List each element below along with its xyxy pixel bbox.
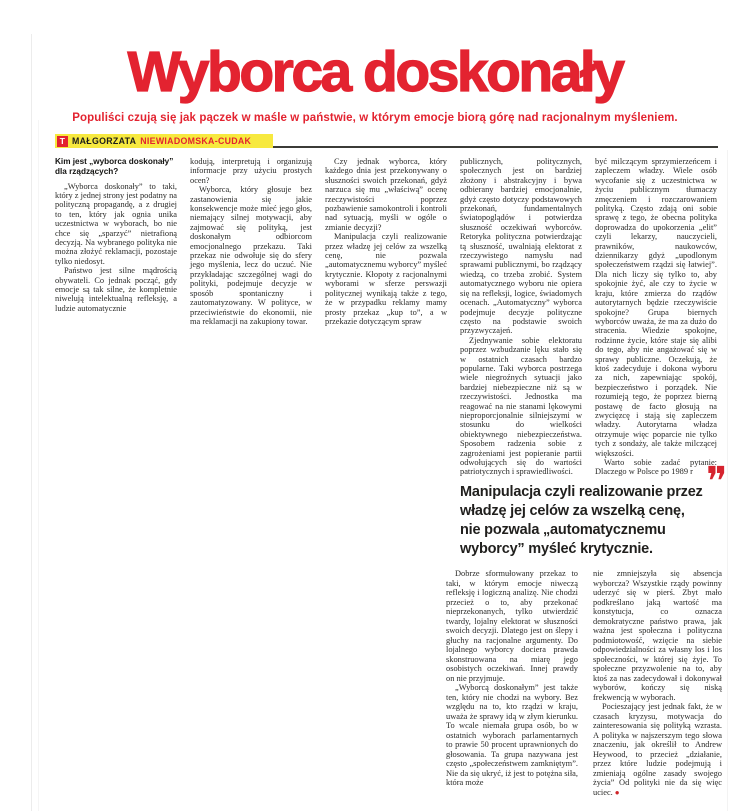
paragraph xyxy=(593,702,722,797)
paragraph: Zjednywanie sobie elektoratu poprzez wzbudzanie lęku stało się w ostatnich czasach bardzo popularne. Taki wyborca postrzega wiele niegroźnych sytuacji jako bardziej niebezpieczne niż są w rzeczywistości. Jednostka ma reagować na nie stanami lękowymi nieproporcjonalnie silniejszymi w stosunku do wielkości obiektywnego niebezpieczeństwa. Sposobem radzenia sobie z zagrożeniami jest popieranie partii odwołujących się do wartości patriotycznych i sprawiedliwości. xyxy=(460,335,582,477)
paragraph: Państwo jest silne mądrością obywateli. Co jednak począć, gdy emocje są tak silne, że kompletnie niwelują intelektualną refleksję, a ludzie automatycznie xyxy=(55,266,177,313)
column-2 xyxy=(190,157,312,477)
article-end-mark: ● xyxy=(614,787,620,797)
scan-left-page-edge xyxy=(31,34,32,811)
bottom-columns xyxy=(446,569,722,797)
paragraph: nie zmniejszyła się absencja wyborcza? Wszystkie rządy powinny uderzyć się w pierś. Zbyt mało podkreślano jaką wartość ma konstytucja, co oznacza demokratyczne państwo prawa, jak ważna jest społeczna i polityczna podmiotowość, wzięcie na siebie odpowiedzialności za własny los i los społeczności, w której się żyje. To społeczne przyzwolenie na to, aby ktoś za nas zadecydował i dokonywał wyborów, kończy się niską frekwencją w wyborach. xyxy=(593,569,722,702)
paragraph: kodują, interpretują i organizują informacje przy użyciu prostych ocen? xyxy=(190,157,312,185)
pull-quote-text: Manipulacja czyli realizowanie przez władzę jej celów za wszelką cenę, nie pozwala „automatycznemu wyborcy” myśleć krytycznie. xyxy=(460,484,703,557)
article-title: Wyborca doskonały xyxy=(127,40,623,104)
paragraph: Manipulacja czyli realizowanie przez władzę jej celów za wszelką cenę, nie pozwala „automatycznemu wyborcy” myśleć krytycznie. Kłopoty z racjonalnymi wyborami w sferze perswazji politycznej wynikają także z tego, że w przypadku reklamy mamy prosty przekaz „kup to”, a w przekazie dotyczącym spraw xyxy=(325,232,447,326)
paragraph: Dobrze sformułowany przekaz to taki, w którym emocje niweczą refleksję i logiczną analizę. Nie chodzi przecież o to, aby przekonać nieprzekonanych, tylko utwierdzić twardy, lojalny elektorat w słuszności swoich decyzji. Dlatego jest on ślepy i głuchy na racjonalne argumenty. Do lojalnego wyborcy dociera prawda skonstruowana na miarę jego osobistych oczekiwań. Innej prawdy on nie przyjmuje. xyxy=(446,569,578,683)
paragraph-text: Pocieszający jest jednak fakt, że w czasach kryzysu, motywacja do zainteresowania się polityką wzrasta. A polityka w najszerszym tego słowa znaczeniu, jak określił to Andrew Heywood, to przecież „działanie, przez które ludzie podejmują i zmieniają ogólne zasady swojego życia” Od polityki nie da się więc uciec. xyxy=(593,702,722,797)
paragraph: być milczącym sprzymierzeńcem i zapleczem władzy. Wiele osób wycofanie się z uczestnictwa w życiu publicznym tłumaczy zmęczeniem i rozczarowaniem polityką. Często zdają oni sobie sprawę z tego, że obecna polityka doprowadza do upokorzenia „elit” czyli lekarzy, nauczycieli, prawników, naukowców, dziennikarzy gdyż „upodlonym społeczeństwem rządzi się łatwiej”. Dla nich liczy się tylko to, aby spokojnie żyć, ale czy to życie w kraju, które zmierza do rządów autorytarnych będzie rzeczywiście spokojne? Grupa biernych wyborców uważa, że ma za dużo do stracenia. Wiedzie spokojne, rodzinne życie, które staje się alibi do tego, aby nie angażować się w sprawy publiczne. Oczekują, że ktoś zadecyduje i dokona wyboru za nich, zapewniając spokój, bezpieczeństwo i porządek. Nie rozumieją tego, że poprzez bierną postawę de facto głosują na zwycięzcę i stają się zapleczem władzy. Autorytarna władza otrzymuje więc poparcie nie tylko tych z sondaży, ale także milczącej większości. xyxy=(595,157,717,458)
top-columns xyxy=(55,157,718,477)
paragraph: publicznych, politycznych, społecznych jest on bardziej złożony i abstrakcyjny i bywa odbierany bardziej emocjonalnie, gdyż często dotyczy podstawowych przekonań, fundamentalnych światopoglądów i potwierdza słuszność oczekiwań wyborców. Retoryka polityczna potwierdzając tą słuszność, uwalniają elektorat z rzeczywistego namysłu nad sprawami publicznymi, bo rządzący wiedzą, co trzeba zrobić. System automatycznego wyboru nie opiera się na refleksji, logice, świadomych ocenach. „Automatyczny” wyborca podejmuje decyzje polityczne często na podstawie swoich przyzwyczajeń. xyxy=(460,157,582,336)
column-5 xyxy=(595,157,717,477)
byline xyxy=(55,134,273,148)
bottom-column-1 xyxy=(446,569,578,797)
paragraph: Warto sobie zadać pytanie: Dlaczego w Polsce po 1989 r xyxy=(595,458,717,477)
pull-quote xyxy=(460,483,708,559)
column-4 xyxy=(460,157,582,477)
bottom-column-2 xyxy=(593,569,722,797)
byline-first-name: MAŁGORZATA xyxy=(72,136,137,146)
paragraph: „Wyborcą doskonałym” jest także ten, który nie chodzi na wybory. Bez względu na to, kto rządzi w kraju, uważa że sprawy idą w złym kierunku. To wcale niemała grupa osób, bo w ostatnich wyborach parlamentarnych to prawie 50 procent uprawnionych do głosowania. Ta grupa nazywana jest często „społeczeństwem zamkniętym”. Nie da się ukryć, iż jest to potężna siła, która może xyxy=(446,683,578,787)
question-heading: Kim jest „wyborca doskonały” dla rządzących? xyxy=(55,157,174,176)
column-1 xyxy=(55,157,177,477)
byline-last-name: NIEWIADOMSKA-CUDAK xyxy=(140,136,252,146)
paragraph: Wyborca, który głosuje bez zastanowienia się jakie konsekwencje może mieć jego głos, niemający silnej motywacji, aby zajmować się polityką, jest doskonałym odbiorcom emocjonalnego przekazu. Taki przekaz nie odwołuje się do sfery jego myślenia, lecz do uczuć. Nie przykładając szczególnej wagi do polityki, podejmuje decyzje w sposób spontaniczny i zautomatyzowany. W polityce, w przeciwieństwie do ekonomii, nie ma reklamacji na zakupiony towar. xyxy=(190,185,312,326)
column-3 xyxy=(325,157,447,477)
article-lead: Populiści czują się jak pączek w maśle w państwie, w którym emocje biorą górę nad racjonalnym myśleniem. xyxy=(72,112,678,124)
quote-mark-icon: ❞ xyxy=(706,459,728,505)
scan-left-inner-edge xyxy=(38,120,39,811)
publisher-logo-icon: T xyxy=(57,136,68,147)
paragraph: „Wyborca doskonały” to taki, który z jednej strony jest podatny na polityczną propagandę, a z drugiej to ten, który jak ognia unika uczestnictwa w wyborach, bo nie chce się „sparzyć” nietrafioną decyzją. Na wybranego polityka nie można złożyć reklamacji, pozostaje tylko niedosyt. xyxy=(55,181,177,266)
paragraph: Czy jednak wyborca, który każdego dnia jest przekonywany o słuszności swoich przekonań, gdyż narzuca się mu „właściwą” ocenę rzeczywistości poprzez pozbawienie samokontroli i kontroli nad sytuacją, myśli w ogóle o zmianie decyzji? xyxy=(325,157,447,232)
